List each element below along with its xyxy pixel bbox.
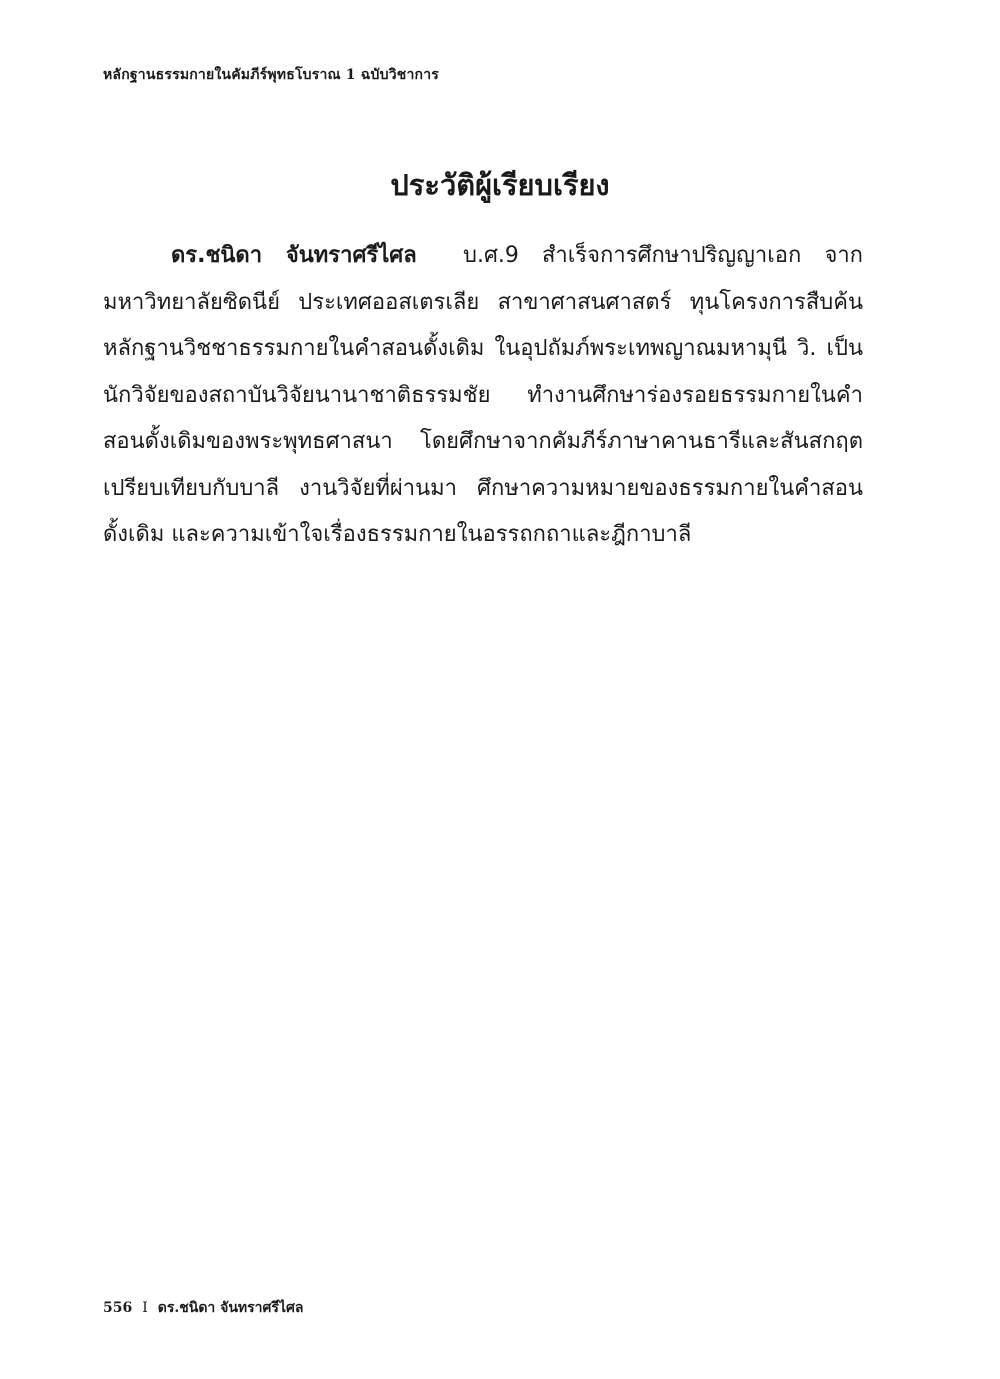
footer-separator: I <box>142 1300 148 1316</box>
biography-paragraph <box>103 233 863 559</box>
author-name: ดร.ชนิดา จันทราศรีไศล <box>171 243 417 268</box>
page-title: ประวัติผู้เรียบเรียง <box>390 168 610 202</box>
footer-author: ดร.ชนิดา จันทราศรีไศล <box>157 1300 304 1316</box>
page-number: 556 <box>103 1300 133 1316</box>
running-header: หลักฐานธรรมกายในคัมภีร์พุทธโบราณ 1 ฉบับวิชาการ <box>103 67 440 83</box>
page-footer <box>103 1297 303 1319</box>
biography-text: บ.ศ.9 สำเร็จการศึกษาปริญญาเอก จากมหาวิทยาลัยซิดนีย์ ประเทศออสเตรเลีย สาขาศาสนศาสตร์ ทุนโครงการสืบค้นหลักฐานวิชชาธรรมกายในคำสอนดั้งเดิม ในอุปถัมภ์พระเทพญาณมหามุนี วิ. เป็นนักวิจัยของสถาบันวิจัยนานาชาติธรรมชัย ทำงานศึกษาร่องรอยธรรมกายในคำสอนดั้งเดิมของพระพุทธศาสนา โดยศึกษาจากคัมภีร์ภาษาคานธารีและสันสกฤต เปรียบเทียบกับบาลี งานวิจัยที่ผ่านมา ศึกษาความหมายของธรรมกายในคำสอนดั้งเดิม และความเข้าใจเรื่องธรรมกายในอรรถกถาและฎีกาบาลี <box>103 243 864 547</box>
